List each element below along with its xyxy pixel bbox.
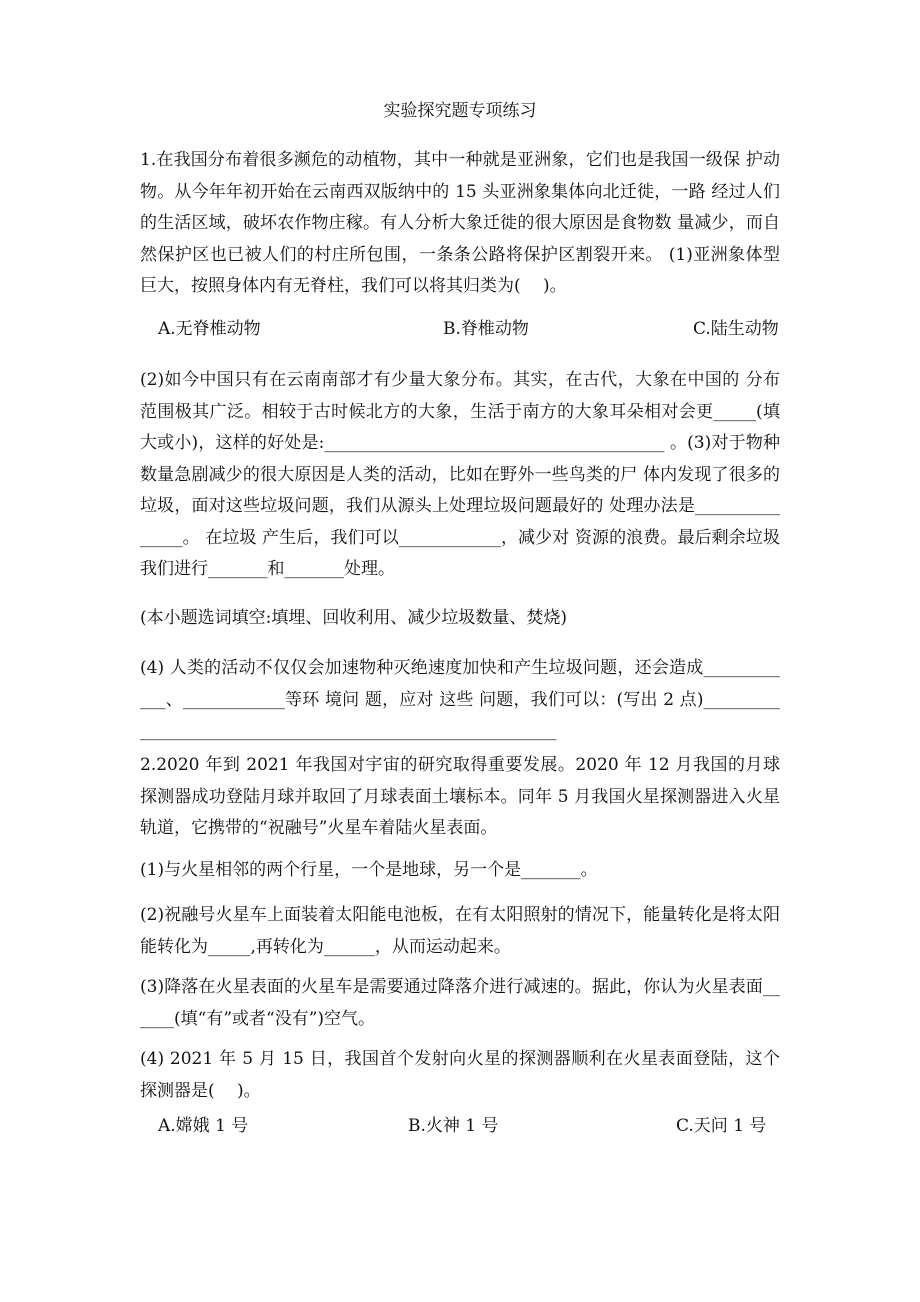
question-2-part-1: (1)与火星相邻的两个行星，一个是地球，另一个是_______。 (140, 860, 598, 880)
option-c: C.天问 1 号 (676, 1116, 767, 1136)
option-c: C.陆生动物 (693, 319, 779, 339)
word-bank-note: (本小题选词填空:填埋、回收利用、减少垃圾数量、焚烧) (140, 608, 567, 628)
question-2-part-3: (3)降落在火星表面的火星车是需要通过降落介进行减速的。据此，你认为火星表面______(填“有”或者“没有”)空气。 (140, 977, 780, 1029)
question-2-intro: 2.2020 年到 2021 年我国对宇宙的研究取得重要发展。2020 年 12 月我国的月球探测器成功登陆月球并取回了月球表面土壤标本。同年 5 月我国火星探测器进入火星轨道，它携带的“祝融号”火星车着陆火星表面。 (140, 755, 780, 838)
question-2-part-2: (2)祝融号火星车上面装着太阳能电池板，在有太阳照射的情况下，能量转化是将太阳能转化为_____,再转化为______，从而运动起来。 (140, 905, 780, 957)
question-1-options (140, 315, 780, 343)
question-1-part-2-3: (2)如今中国只有在云南南部才有少量大象分布。其实，在古代，大象在中国的 分布范围极其广泛。相较于古时候北方的大象，生活于南方的大象耳朵相对会更_____(填大或小)，这样的好处是:________________________________________ 。(3)对于物种数量急剧减少的很大原因是人类的活动，比如在野外一些鸟类的尸 体内发现了很多的垃圾，面对这些垃圾问题，我们从源头上处理垃圾问题最好的 处理办法是_______________。 在垃圾 产生后，我们可以____________，减少对 资源的浪费。最后剩余垃圾我们进行_______和_______处理。 (140, 370, 780, 579)
option-a: A.无脊椎动物 (158, 319, 261, 339)
question-1-part-4: (4) 人类的活动不仅仅会加速物种灭绝速度加快和产生垃圾问题，还会造成____________、____________等环 境问 题，应对 这些 问题，我们可以：(写出 2 点)__________________________________________________________ (140, 658, 780, 741)
option-b: B.脊椎动物 (443, 319, 529, 339)
page-title: 实验探究题专项练习 (383, 101, 537, 121)
question-1-intro: 1.在我国分布着很多濒危的动植物，其中一种就是亚洲象，它们也是我国一级保 护动物。从今年年初开始在云南西双版纳中的 15 头亚洲象集体向北迁徙，一路 经过人们的生活区域，破坏农作物庄稼。有人分析大象迁徙的很大原因是食物数 量减少，而自然保护区也已被人们的村庄所包围，一条条公路将保护区割裂开来。 (1)亚洲象体型巨大，按照身体内有无脊柱，我们可以将其归类为( )。 (140, 150, 780, 296)
option-a: A.嫦娥 1 号 (158, 1116, 249, 1136)
question-2-options (140, 1112, 780, 1140)
option-b: B.火神 1 号 (408, 1116, 499, 1136)
question-2-part-4: (4) 2021 年 5 月 15 日，我国首个发射向火星的探测器顺利在火星表面登陆，这个探测器是( )。 (140, 1049, 780, 1101)
